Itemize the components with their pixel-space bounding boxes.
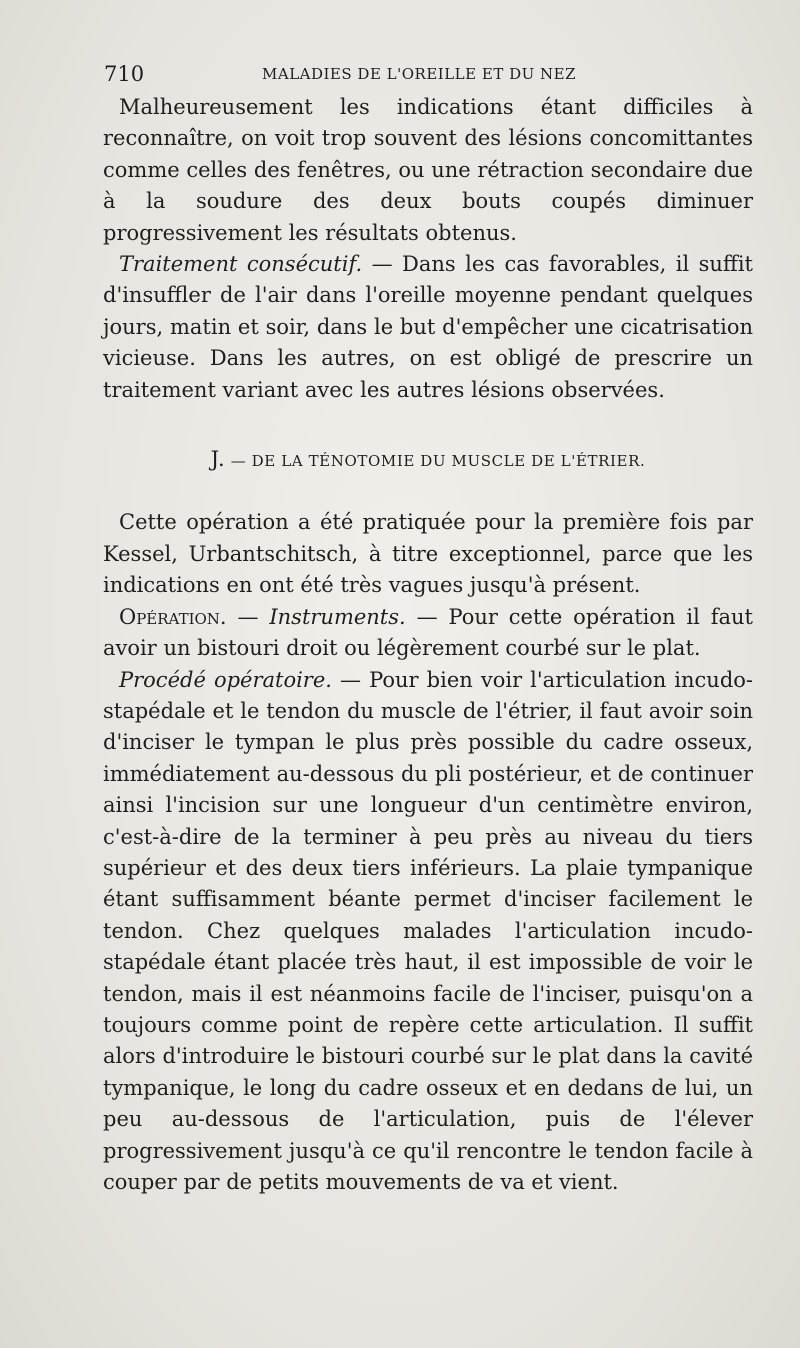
- page-body: [103, 92, 753, 1198]
- section-title: — DE LA TÉNOTOMIE DU MUSCLE DE L'ÉTRIER.: [230, 452, 646, 471]
- section-heading: [103, 444, 753, 477]
- page-number: 710: [104, 62, 145, 86]
- paragraph-4-dash: —: [226, 604, 270, 629]
- paragraph-1-text: Malheureusement les indications étant difficiles à reconnaître, on voit trop souvent des lésions concomittantes comme celles des fenêtres, ou une rétraction secondaire due à la soudure des deux bouts coupés diminuer progressivement les résultats obtenus.: [103, 95, 753, 245]
- running-title: MALADIES DE L'OREILLE ET DU NEZ: [262, 65, 577, 83]
- paragraph-4-text: — Pour cette opération il faut avoir un bistouri droit ou légèrement courbé sur le plat.: [103, 604, 753, 661]
- paragraph-4: [103, 602, 753, 665]
- paragraph-4-smallcaps: Opération.: [119, 604, 227, 629]
- paragraph-5-lead: Procédé opératoire.: [119, 667, 332, 692]
- paragraph-5-text: — Pour bien voir l'articulation incudo-stapédale et le tendon du muscle de l'étrier, il faut avoir soin d'inciser le tympan le plus près possible du cadre osseux, immédiatement au-dessous du pli postérieur, et de continuer ainsi l'incision sur une longueur d'un centimètre environ, c'est-à-dire de la terminer à peu près au niveau du tiers supérieur et des deux tiers inférieurs. La plaie tympanique étant suffisamment béante permet d'inciser facilement le tendon. Chez quelques malades l'articulation incudo-stapédale étant placée très haut, il est impossible de voir le tendon, mais il est néanmoins facile de l'inciser, puisqu'on a toujours comme point de repère cette articulation. Il suffit alors d'introduire le bistouri courbé sur le plat dans la cavité tympanique, le long du cadre osseux et en dedans de lui, un peu au-dessous de l'articulation, puis de l'élever progressivement jusqu'à ce qu'il rencontre le tendon facile à couper par de petits mouvements de va et vient.: [103, 667, 754, 1194]
- section-letter: J.: [210, 447, 226, 472]
- paragraph-3-text: Cette opération a été pratiquée pour la première fois par Kessel, Urbantschitsch, à titre exceptionnel, parce que les indications en ont été très vagues jusqu'à présent.: [103, 510, 753, 598]
- paragraph-1: [103, 92, 753, 249]
- paragraph-3: [103, 507, 753, 601]
- paragraph-2-lead: Traitement consécutif.: [119, 252, 363, 277]
- paragraph-5: [103, 665, 753, 1199]
- paragraph-4-lead: Instruments.: [269, 604, 406, 629]
- paragraph-2: [103, 249, 753, 406]
- paragraph-2-text: — Dans les cas favorables, il suffit d'insuffler de l'air dans l'oreille moyenne pendant quelques jours, matin et soir, dans le but d'empêcher une cicatrisation vicieuse. Dans les autres, on est obligé de prescrire un traitement variant avec les autres lésions observées.: [103, 252, 753, 402]
